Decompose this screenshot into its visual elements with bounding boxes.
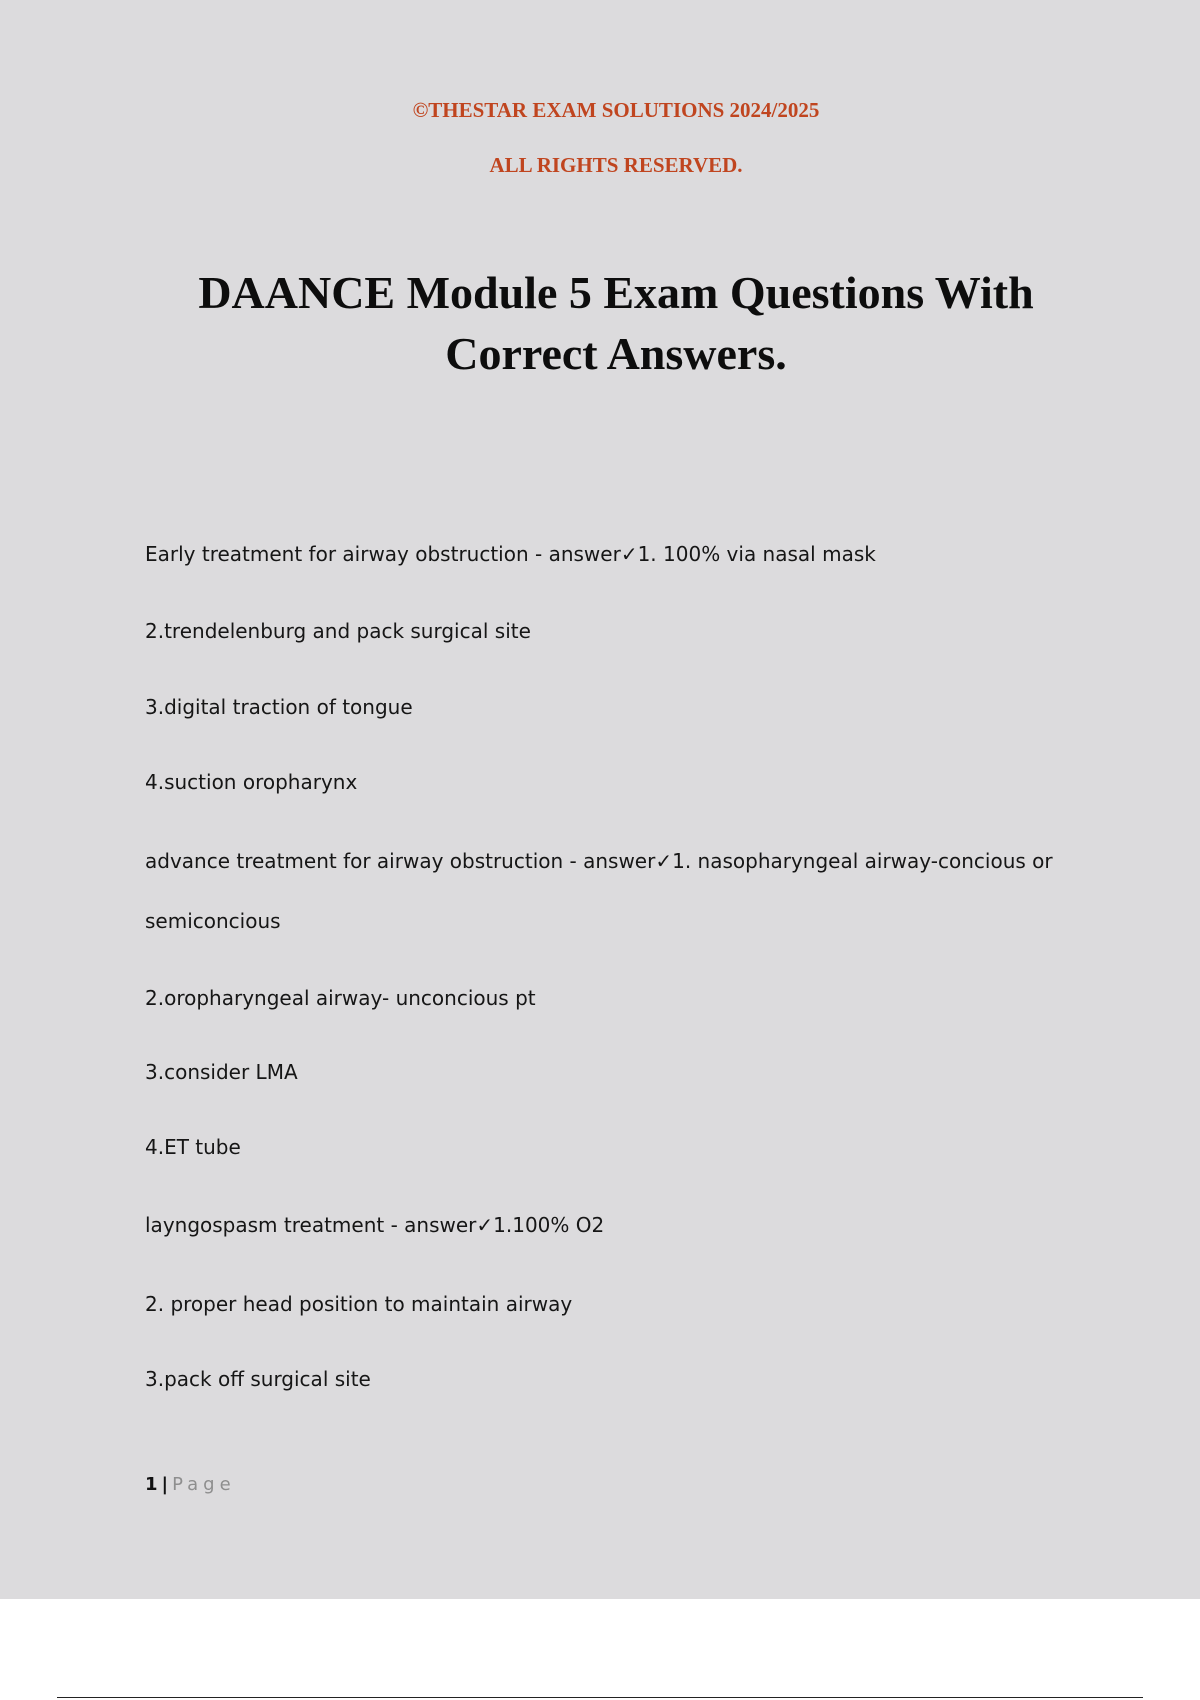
answer-line: 2. proper head position to maintain airway [145,1292,573,1316]
answer-line: 4.ET tube [145,1135,241,1159]
next-page-divider [57,1697,1143,1698]
question-line-advance-treatment: advance treatment for airway obstruction - answer✓1. nasopharyngeal airway-concious or [145,849,1053,873]
copyright-notice: ©THESTAR EXAM SOLUTIONS 2024/2025 [412,98,820,122]
rights-notice: ALL RIGHTS RESERVED. [489,153,743,177]
document-title [0,262,1200,384]
answer-line: 2.oropharyngeal airway- unconcious pt [145,986,536,1010]
answer-line: 3.consider LMA [145,1060,298,1084]
page-label: Page [172,1474,236,1495]
answer-line: 3.pack off surgical site [145,1367,371,1391]
answer-line: 4.suction oropharynx [145,770,358,794]
page-separator: | [161,1474,169,1495]
answer-line: 2.trendelenburg and pack surgical site [145,619,531,643]
document-title-line-1: DAANCE Module 5 Exam Questions With [198,267,1034,318]
page-number: 1 [145,1474,158,1495]
document-title-line-2: Correct Answers. [445,328,787,379]
question-line-early-treatment: Early treatment for airway obstruction - answer✓1. 100% via nasal mask [145,542,876,566]
page-footer [145,1476,236,1494]
answer-line: semiconcious [145,909,281,933]
answer-line: 3.digital traction of tongue [145,695,413,719]
question-line-laryngospasm: layngospasm treatment - answer✓1.100% O2 [145,1213,605,1237]
